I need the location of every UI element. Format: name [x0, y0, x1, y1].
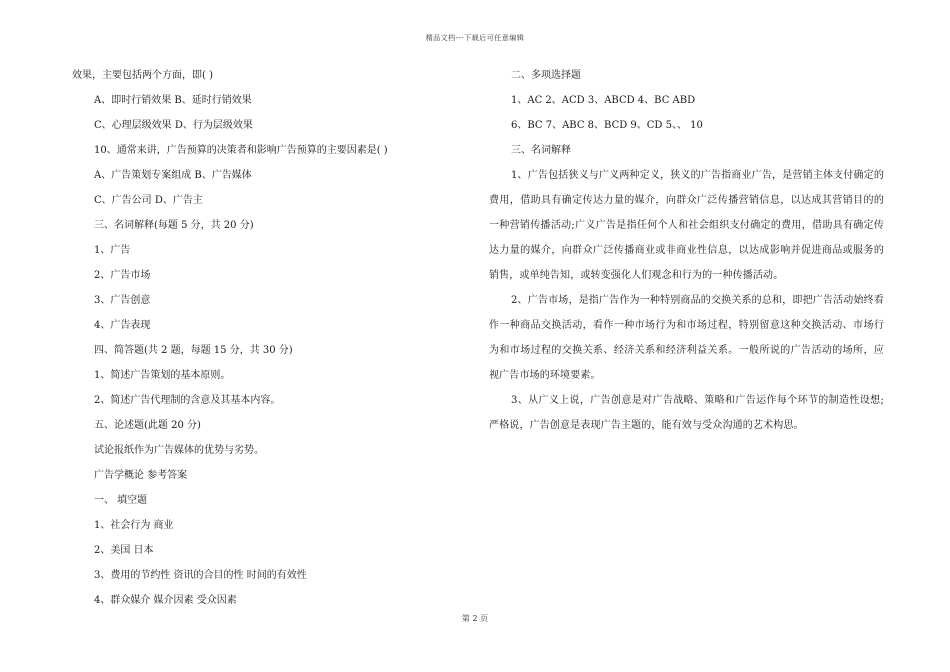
section-heading: 三、名词解释 — [511, 145, 571, 156]
right-column — [489, 63, 884, 438]
text-line: 4、广告表现 — [94, 320, 151, 331]
answer-line: 6、BC 7、ABC 8、BCD 9、CD 5、、 10 — [511, 120, 703, 131]
left-column — [72, 63, 472, 613]
text-line: 1、广告 — [94, 245, 131, 256]
text-line: 试论报纸作为广告媒体的优势与劣势。 — [94, 445, 264, 456]
question-10: 10、通常来讲，广告预算的决策者和影响广告预算的主要因素是( ) — [94, 145, 388, 156]
text-line: 4、群众媒介 媒介因素 受众因素 — [94, 595, 237, 606]
term-paragraph-3: 3、从广义上说，广告创意是对广告战略、策略和广告运作每个环节的制造性设想;严格说，广告创意是表现广告主题的，能有效与受众沟通的艺术构思。 — [489, 395, 884, 431]
answer-title: 广告学概论 参考答案 — [94, 470, 188, 481]
term-paragraph-2: 2、广告市场，是指广告作为一种特别商品的交换关系的总和，即把广告活动始终看作一种商品交换活动，看作一种市场行为和市场过程，特别留意这种交换活动、市场行为和市场过程的交换关系、经济关系和经济利益关系。一般所说的广告活动的场所，应视广告市场的环境要素。 — [489, 295, 884, 381]
section-heading: 二、多项选择题 — [511, 70, 581, 81]
section-heading: 一、 填空题 — [94, 495, 148, 506]
text-line: 效果，主要包括两个方面，即( ) — [72, 70, 213, 81]
text-line: 1、社会行为 商业 — [94, 520, 174, 531]
text-line: 3、费用的节约性 资讯的合目的性 时间的有效性 — [94, 570, 307, 581]
page-number: 第 2 页 — [461, 614, 489, 623]
text-line: 2、简述广告代理制的含意及其基本内容。 — [94, 395, 281, 406]
term-paragraph-1: 1、广告包括狭义与广义两种定义，狭义的广告指商业广告，是营销主体支付确定的费用，借助具有确定传达力量的媒介，向群众广泛传播营销信息，以达成其营销目的的一种营销传播活动;广义广告是指任何个人和社会组织支付确定的费用，借助具有确定传达力量的媒介，向群众广泛传播商业或非商业性信息，以达成影响并促进商品或服务的销售，或单纯告知，或转变强化人们观念和行为的一种传播活动。 — [489, 170, 884, 281]
section-heading: 五、论述题(此题 20 分) — [94, 420, 201, 431]
text-line: 2、美国 日本 — [94, 545, 154, 556]
text-line: 3、广告创意 — [94, 295, 151, 306]
section-heading: 三、名词解释(每题 5 分，共 20 分) — [94, 220, 254, 231]
text-line: A、广告策划专案组成 B、广告媒体 — [94, 170, 252, 181]
page-header: 精品文档---下载后可任意编辑 — [425, 34, 525, 42]
text-line: A、即时行销效果 B、延时行销效果 — [94, 95, 252, 106]
text-line: C、广告公司 D、广告主 — [94, 195, 203, 206]
answer-line: 1、AC 2、ACD 3、ABCD 4、BC ABD — [511, 95, 696, 106]
section-heading: 四、简答题(共 2 题，每题 15 分，共 30 分) — [94, 345, 293, 356]
text-line: C、心理层级效果 D、行为层级效果 — [94, 120, 253, 131]
text-line: 2、广告市场 — [94, 270, 151, 281]
text-line: 1、简述广告策划的基本原则。 — [94, 370, 231, 381]
